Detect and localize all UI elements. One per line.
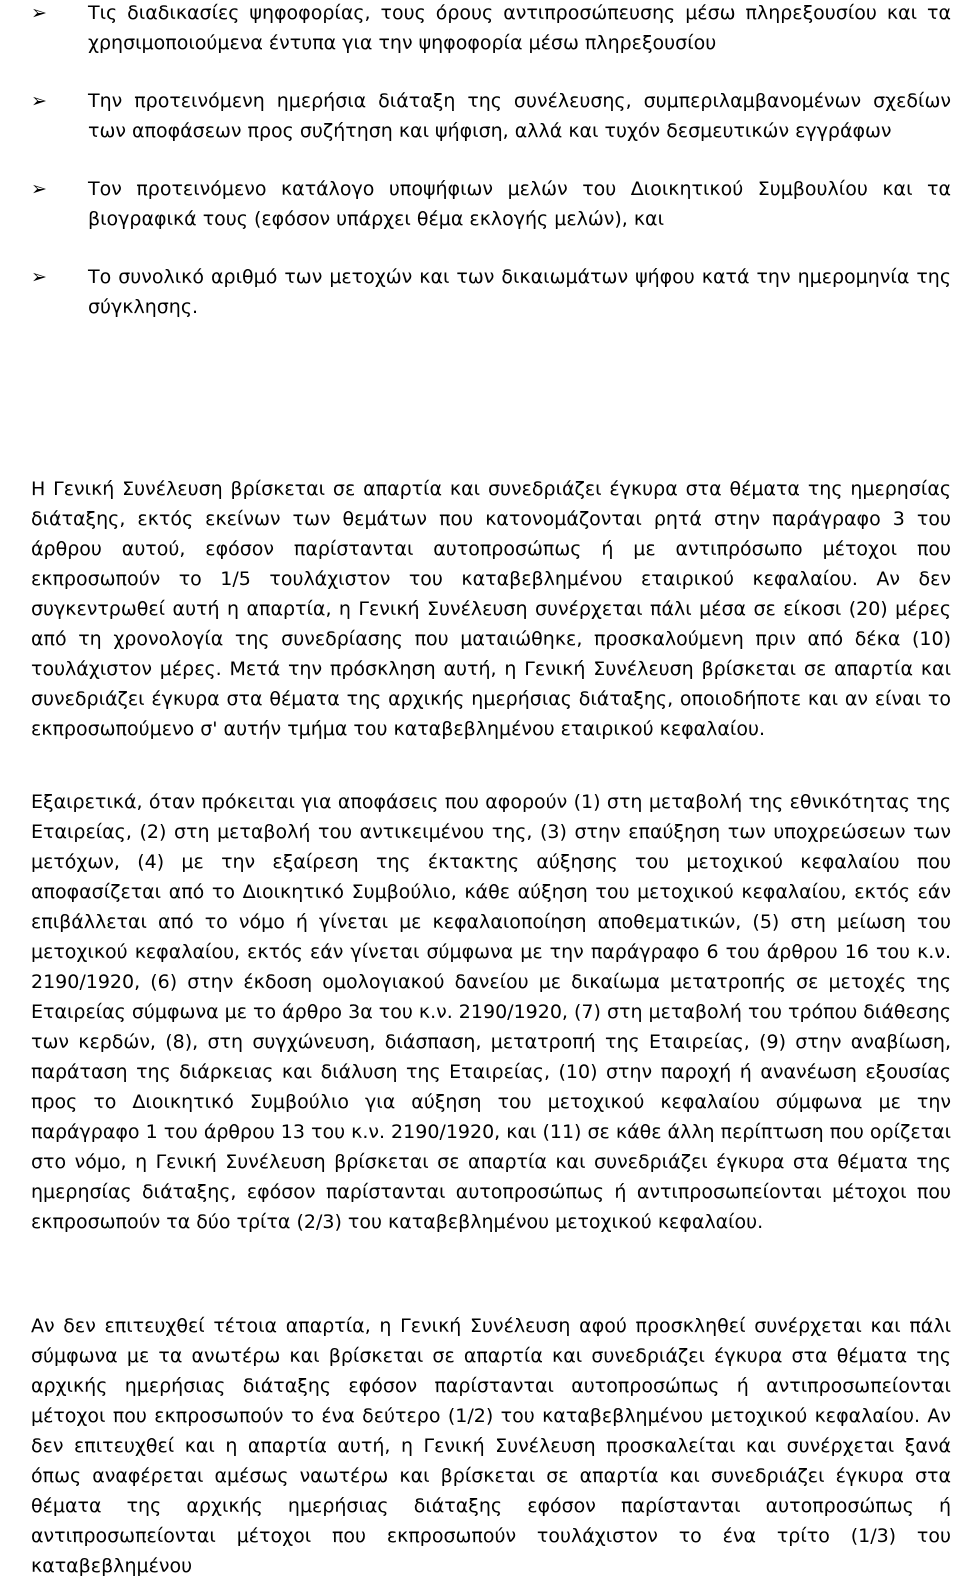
- bullet-text: Τις διαδικασίες ψηφοφορίας, τους όρους αντιπροσώπευσης μέσω πληρεξουσίου και τα χρησιμοποιούμενα έντυπα για την ψηφοφορία μέσω πληρεξουσίου: [88, 2, 951, 54]
- arrow-bullet-icon: ➢: [31, 90, 47, 112]
- repeat-meeting-paragraph: Αν δεν επιτευχθεί τέτοια απαρτία, η Γενική Συνέλευση αφού προσκληθεί συνέρχεται και πάλι σύμφωνα με τα ανωτέρω και βρίσκεται σε απαρτία και συνεδριάζει έγκυρα στα θέματα της αρχικής ημερήσιας διάταξης εφόσον παρίστανται αυτοπροσώπως ή αντιπροσωπείονται μέτοχοι που εκπροσωπούν το ένα δεύτερο (1/2) του καταβεβλημένου μετοχικού κεφαλαίου. Αν δεν επιτευχθεί και η απαρτία αυτή, η Γενική Συνέλευση προσκαλείται και συνέρχεται ξανά όπως αναφέρεται αμέσως ναωτέρω και βρίσκεται σε απαρτία και συνεδριάζει έγκυρα στα θέματα της αρχικής ημερήσιας διάταξης εφόσον παρίστανται αυτοπροσώπως ή αντιπροσωπείονται μέτοχοι που εκπροσωπούν τουλάχιστον το ένα τρίτο (1/3) του καταβεβλημένου: [31, 1315, 951, 1577]
- exceptional-quorum-paragraph: Εξαιρετικά, όταν πρόκειται για αποφάσεις που αφορούν (1) στη μεταβολή της εθνικότητας της Εταιρείας, (2) στη μεταβολή του αντικειμένου της, (3) στην επαύξηση των υποχρεώσεων των μετόχων, (4) με την εξαίρεση της έκτακτης αύξησης του μετοχικού κεφαλαίου που αποφασίζεται από το Διοικητικό Συμβούλιο, κάθε αύξηση του μετοχικού κεφαλαίου, εκτός εάν επιβάλλεται από το νόμο ή γίνεται με κεφαλαιοποίηση αποθεματικών, (5) στη μείωση του μετοχικού κεφαλαίου, εκτός εάν γίνεται σύμφωνα με την παράγραφο 6 του άρθρου 16 του κ.ν. 2190/1920, (6) στην έκδοση ομολογιακού δανείου με δικαίωμα μετατροπής σε μετοχές της Εταιρείας σύμφωνα με το άρθρο 3α του κ.ν. 2190/1920, (7) στη μεταβολή του τρόπου διάθεσης των κερδών, (8), στη συγχώνευση, διάσπαση, μετατροπή της Εταιρείας, (9) στην αναβίωση, παράταση της διάρκειας και διάλυση της Εταιρείας, (10) στην παροχή ή ανανέωση εξουσίας προς το Διοικητικό Συμβούλιο για αύξηση του μετοχικού κεφαλαίου σύμφωνα με την παράγραφο 1 του άρθρου 13 του κ.ν. 2190/1920, και (11) σε κάθε άλλη περίπτωση που ορίζεται στο νόμο, η Γενική Συνέλευση βρίσκεται σε απαρτία και συνεδριάζει έγκυρα στα θέματα της ημερησίας διάταξης, εφόσον παρίστανται αυτοπροσώπως ή αντιπροσωπείονται μέτοχοι που εκπροσωπούν τα δύο τρίτα (2/3) του καταβεβλημένου μετοχικού κεφαλαίου.: [31, 791, 951, 1233]
- bullet-text: Την προτεινόμενη ημερήσια διάταξη της συνέλευσης, συμπεριλαμβανομένων σχεδίων των αποφάσεων προς συζήτηση και ψήφιση, αλλά και τυχόν δεσμευτικών εγγράφων: [88, 90, 951, 142]
- bullet-text: Το συνολικό αριθμό των μετοχών και των δικαιωμάτων ψήφου κατά την ημερομηνία της σύγκλησης.: [88, 266, 951, 318]
- bullet-list: [31, 0, 951, 350]
- bullet-item: [31, 0, 951, 58]
- arrow-bullet-icon: ➢: [31, 2, 47, 24]
- quorum-paragraph: Η Γενική Συνέλευση βρίσκεται σε απαρτία και συνεδριάζει έγκυρα στα θέματα της ημερησίας διάταξης, εκτός εκείνων των θεμάτων που κατονομάζονται ρητά στην παράγραφο 3 του άρθρου αυτού, εφόσον παρίστανται αυτοπροσώπως ή με αντιπρόσωπο μέτοχοι που εκπροσωπούν το 1/5 τουλάχιστον του καταβεβλημένου εταιρικού κεφαλαίου. Αν δεν συγκεντρωθεί αυτή η απαρτία, η Γενική Συνέλευση συνέρχεται πάλι μέσα σε είκοσι (20) μέρες από τη χρονολογία της συνεδρίασης που ματαιώθηκε, προσκαλούμενη πριν από δέκα (10) τουλάχιστον μέρες. Μετά την πρόσκληση αυτή, η Γενική Συνέλευση βρίσκεται σε απαρτία και συνεδριάζει έγκυρα στα θέματα της αρχικής ημερήσιας διάταξης, οποιοδήποτε και αν είναι το εκπροσωπούμενο σ' αυτήν τμήμα του καταβεβλημένου εταιρικού κεφαλαίου.: [31, 478, 951, 740]
- arrow-bullet-icon: ➢: [31, 266, 47, 288]
- bullet-item: [31, 86, 951, 146]
- bullet-item: [31, 262, 951, 322]
- bullet-item: [31, 174, 951, 234]
- arrow-bullet-icon: ➢: [31, 178, 47, 200]
- bullet-text: Τον προτεινόμενο κατάλογο υποψήφιων μελών του Διοικητικού Συμβουλίου και τα βιογραφικά τους (εφόσον υπάρχει θέμα εκλογής μελών), και: [88, 178, 951, 230]
